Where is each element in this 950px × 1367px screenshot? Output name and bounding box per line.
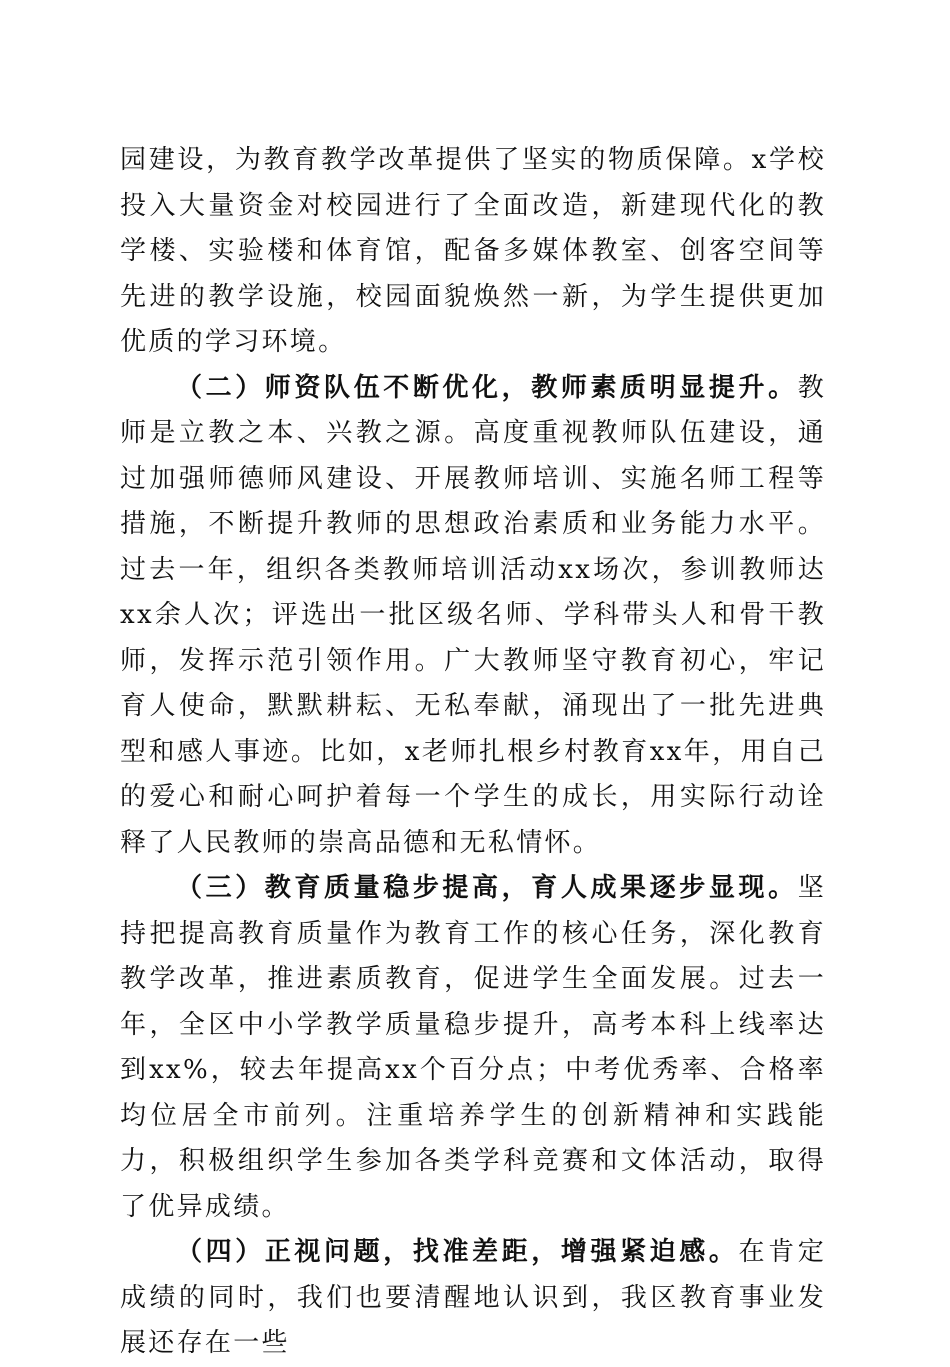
section-heading-2: （二）师资队伍不断优化，教师素质明显提升。 bbox=[176, 372, 798, 403]
section-heading-4: （四）正视问题，找准差距，增强紧迫感。 bbox=[176, 1237, 739, 1267]
paragraph-body: 坚持把提高教育质量作为教育工作的核心任务，深化教育教学改革，推进素质教育，促进学生全面发展。过去一年，全区中小学教学质量稳步提升，高考本科上线率达到xx%，较去年提高xx个百分点；中考优秀率、合格率均位居全市前列。注重培养学生的创新精神和实践能力，积极组织学生参加各类学科竞赛和文体活动，取得了优异成绩。 bbox=[120, 873, 826, 1222]
paragraph-problems bbox=[120, 1230, 826, 1367]
paragraph-teaching-staff bbox=[120, 366, 826, 867]
section-heading-3: （三）教育质量稳步提高，育人成果逐步显现。 bbox=[176, 873, 798, 903]
paragraph-campus-construction bbox=[120, 138, 826, 366]
paragraph-education-quality bbox=[120, 866, 826, 1230]
document-body bbox=[120, 138, 826, 1367]
paragraph-body: 教师是立教之本、兴教之源。高度重视教师队伍建设，通过加强师德师风建设、开展教师培训、实施名师工程等措施，不断提升教师的思想政治素质和业务能力水平。过去一年，组织各类教师培训活动xx场次，参训教师达xx余人次；评选出一批区级名师、学科带头人和骨干教师，发挥示范引领作用。广大教师坚守教育初心，牢记育人使命，默默耕耘、无私奉献，涌现出了一批先进典型和感人事迹。比如，x老师扎根乡村教育xx年，用自己的爱心和耐心呵护着每一个学生的成长，用实际行动诠释了人民教师的崇高品德和无私情怀。 bbox=[120, 372, 826, 858]
paragraph-body: 园建设，为教育教学改革提供了坚实的物质保障。x学校投入大量资金对校园进行了全面改造，新建现代化的教学楼、实验楼和体育馆，配备多媒体教室、创客空间等先进的教学设施，校园面貌焕然一新，为学生提供更加优质的学习环境。 bbox=[120, 145, 826, 357]
paragraph-body: 在肯定成绩的同时，我们也要清醒地认识到，我区教育事业发展还存在一些 bbox=[120, 1237, 826, 1358]
